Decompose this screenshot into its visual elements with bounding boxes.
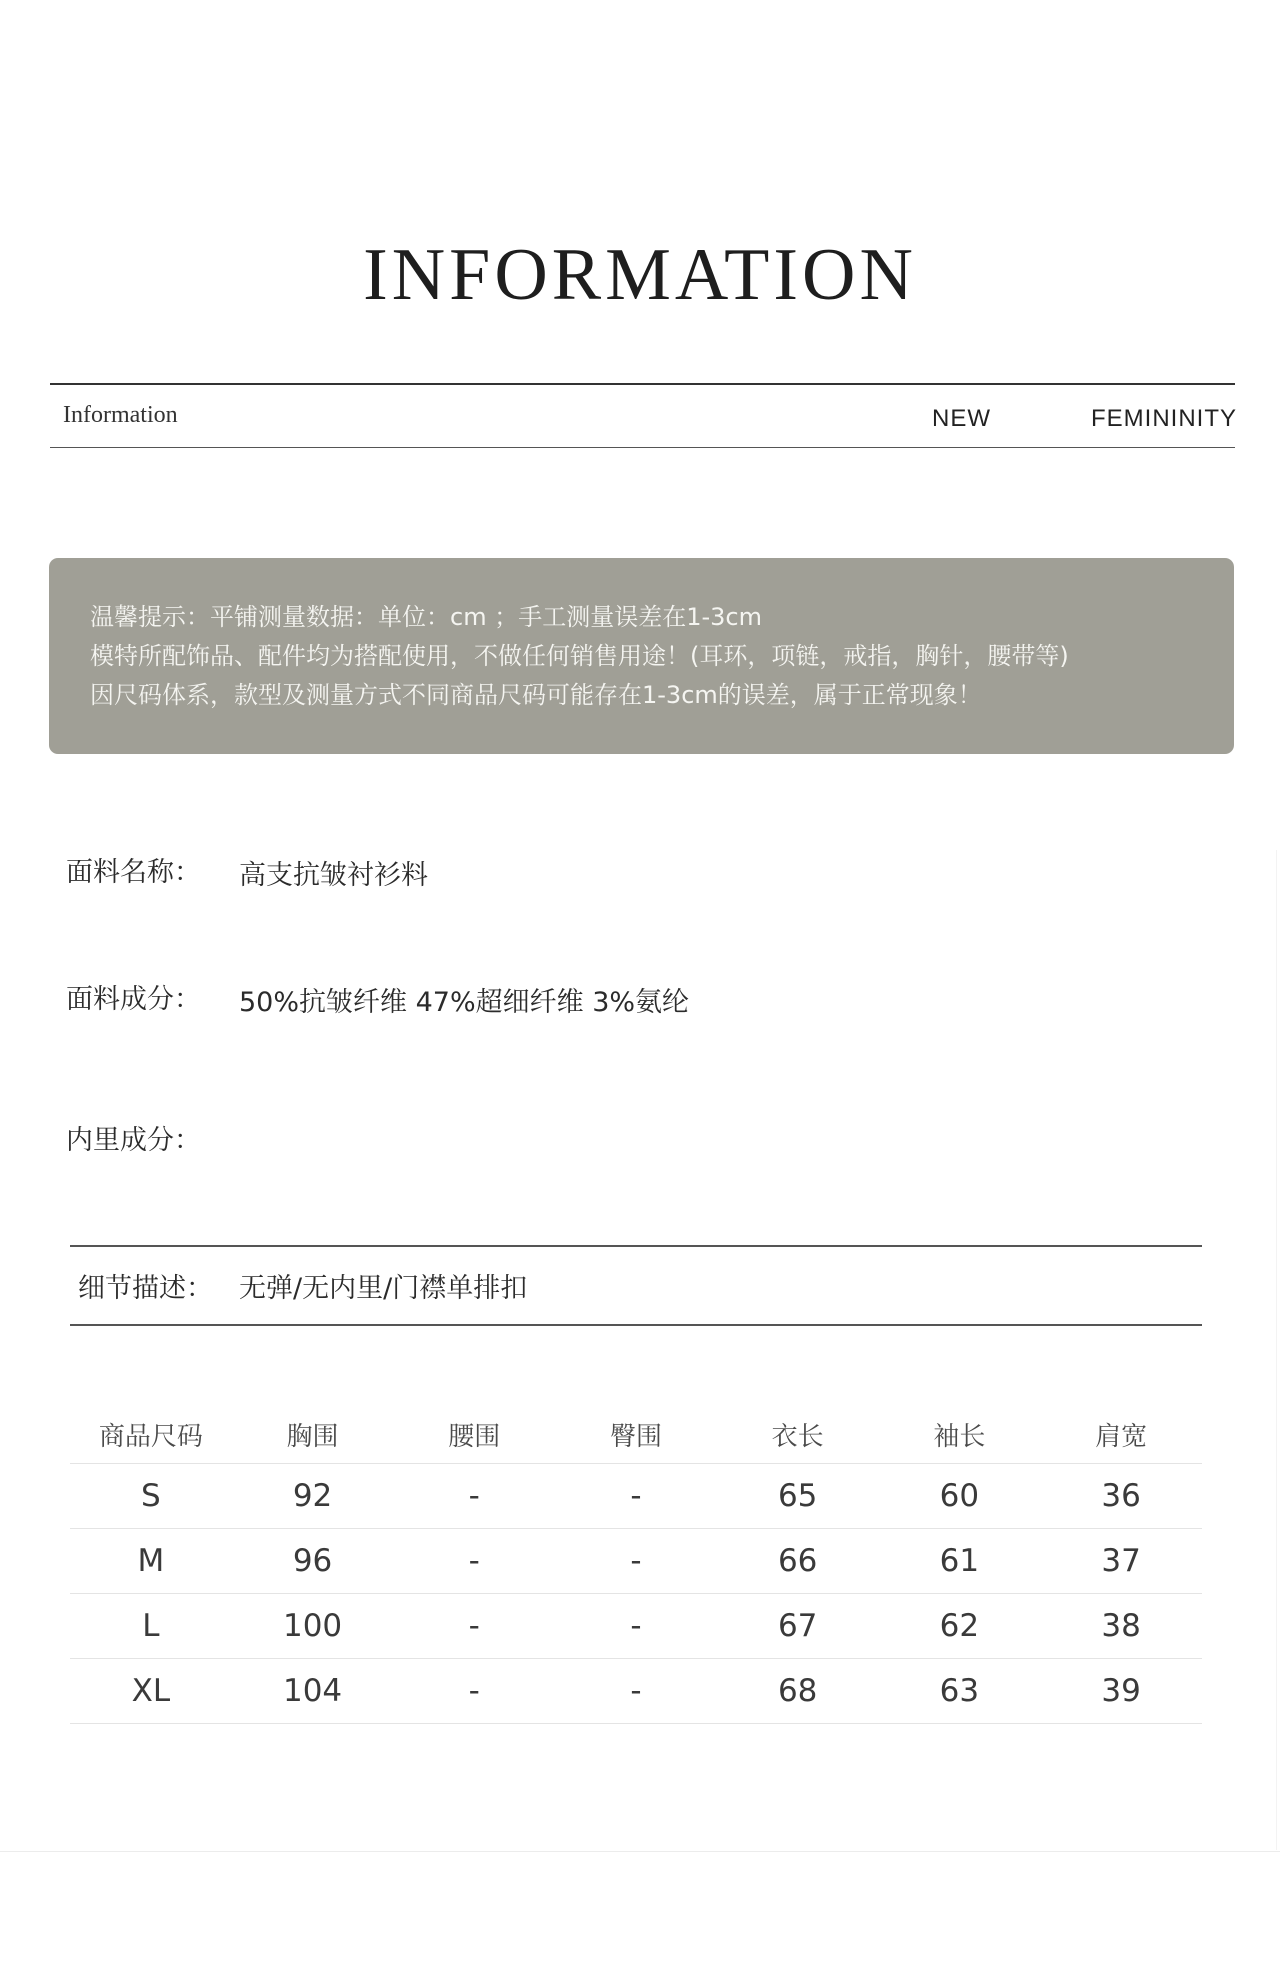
shoulder-cell: 39 xyxy=(1040,1659,1202,1724)
header-top-divider xyxy=(50,383,1235,385)
fabric-composition-value: 50%抗皱纤维 47%超细纤维 3%氨纶 xyxy=(239,987,690,1018)
footer-divider xyxy=(0,1851,1280,1852)
waist-cell: - xyxy=(393,1659,555,1724)
size-cell: XL xyxy=(70,1659,232,1724)
right-edge-line xyxy=(1276,850,1277,1850)
header-chest: 胸围 xyxy=(232,1405,394,1464)
chest-cell: 96 xyxy=(232,1529,394,1594)
length-cell: 67 xyxy=(717,1594,879,1659)
notice-line: 温馨提示：平铺测量数据：单位：cm ；手工测量误差在1-3cm xyxy=(90,603,762,631)
chest-cell: 104 xyxy=(232,1659,394,1724)
header-length: 衣长 xyxy=(717,1405,879,1464)
waist-cell: - xyxy=(393,1594,555,1659)
detail-bottom-divider xyxy=(70,1324,1202,1326)
header-sleeve: 袖长 xyxy=(879,1405,1041,1464)
table-row xyxy=(70,1464,1202,1529)
fabric-name-value: 高支抗皱衬衫料 xyxy=(239,860,428,891)
header-waist: 腰围 xyxy=(393,1405,555,1464)
length-cell: 66 xyxy=(717,1529,879,1594)
chest-cell: 92 xyxy=(232,1464,394,1529)
fabric-composition-label: 面料成分： xyxy=(66,984,201,1015)
size-table xyxy=(70,1405,1202,1724)
length-cell: 65 xyxy=(717,1464,879,1529)
hip-cell: - xyxy=(555,1659,717,1724)
size-cell: M xyxy=(70,1529,232,1594)
header-bottom-divider xyxy=(50,447,1235,448)
hip-cell: - xyxy=(555,1594,717,1659)
subheader-femininity: FEMININITY xyxy=(1091,405,1237,432)
waist-cell: - xyxy=(393,1464,555,1529)
shoulder-cell: 36 xyxy=(1040,1464,1202,1529)
notice-box xyxy=(49,558,1234,754)
detail-value: 无弹/无内里/门襟单排扣 xyxy=(239,1273,528,1304)
hip-cell: - xyxy=(555,1529,717,1594)
size-cell: L xyxy=(70,1594,232,1659)
shoulder-cell: 38 xyxy=(1040,1594,1202,1659)
page-title: INFORMATION xyxy=(363,234,917,316)
fabric-name-label: 面料名称： xyxy=(66,857,201,888)
size-table-header-row xyxy=(70,1405,1202,1464)
size-cell: S xyxy=(70,1464,232,1529)
header-shoulder: 肩宽 xyxy=(1040,1405,1202,1464)
table-row xyxy=(70,1529,1202,1594)
header-hip: 臀围 xyxy=(555,1405,717,1464)
sleeve-cell: 63 xyxy=(879,1659,1041,1724)
notice-line: 模特所配饰品、配件均为搭配使用，不做任何销售用途！(耳环，项链，戒指，胸针，腰带等) xyxy=(90,642,1069,670)
detail-label: 细节描述： xyxy=(78,1273,213,1304)
hip-cell: - xyxy=(555,1464,717,1529)
subheader-information: Information xyxy=(63,402,178,428)
waist-cell: - xyxy=(393,1529,555,1594)
detail-top-divider xyxy=(70,1245,1202,1247)
header-size: 商品尺码 xyxy=(70,1405,232,1464)
chest-cell: 100 xyxy=(232,1594,394,1659)
length-cell: 68 xyxy=(717,1659,879,1724)
shoulder-cell: 37 xyxy=(1040,1529,1202,1594)
lining-label: 内里成分： xyxy=(66,1125,201,1156)
sleeve-cell: 62 xyxy=(879,1594,1041,1659)
table-row xyxy=(70,1659,1202,1724)
notice-line: 因尺码体系，款型及测量方式不同商品尺码可能存在1-3cm的误差，属于正常现象！ xyxy=(90,681,982,709)
sleeve-cell: 61 xyxy=(879,1529,1041,1594)
table-row xyxy=(70,1594,1202,1659)
sleeve-cell: 60 xyxy=(879,1464,1041,1529)
subheader-new: NEW xyxy=(932,405,991,432)
